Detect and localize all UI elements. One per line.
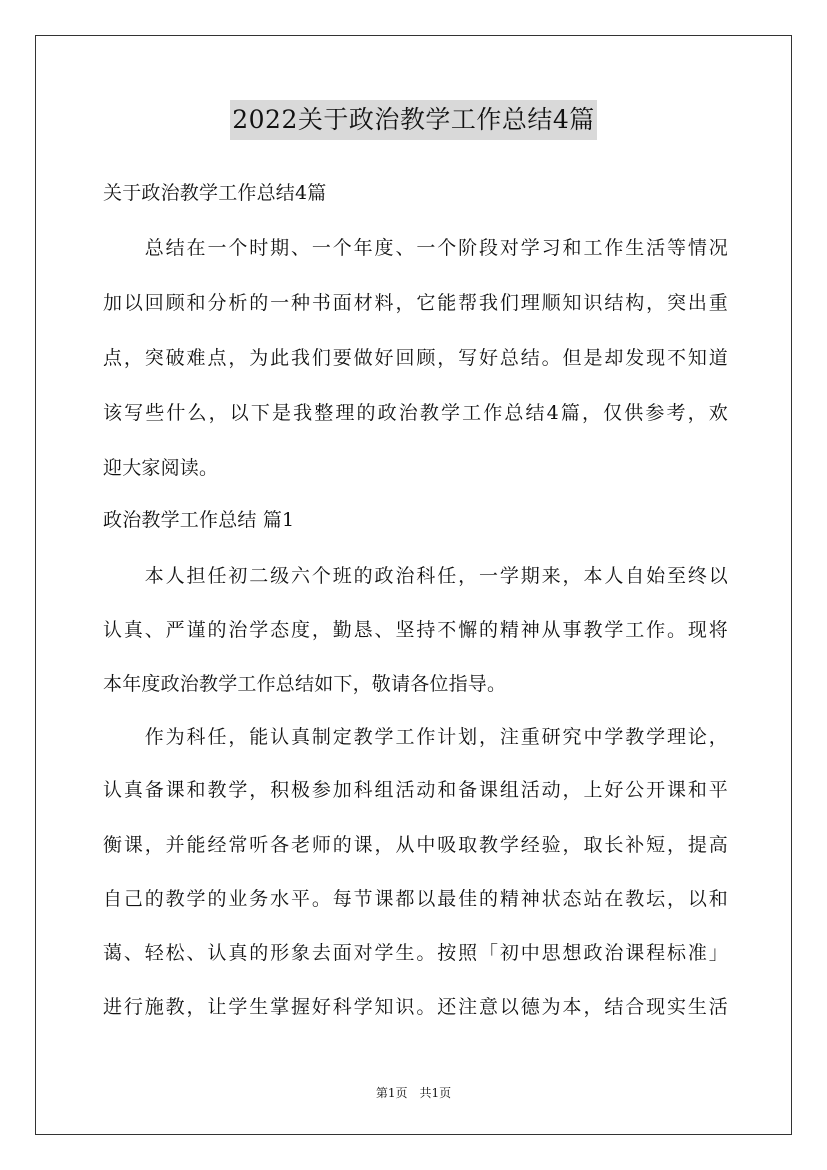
body-line: 认真、严谨的治学态度，勤恳、坚持不懈的精神从事教学工作。现将 (103, 619, 728, 641)
subtitle-line: 关于政治教学工作总结4篇 (103, 182, 327, 204)
body-line: 作为科任，能认真制定教学工作计划，注重研究中学教学理论， (103, 726, 728, 748)
body-line: 进行施教，让学生掌握好科学知识。还注意以德为本，结合现实生活 (103, 996, 728, 1018)
document-title: 2022关于政治教学工作总结4篇 (230, 100, 597, 140)
body-line: 本年度政治教学工作总结如下，敬请各位指导。 (103, 673, 507, 695)
body-line: 加以回顾和分析的一种书面材料，它能帮我们理顺知识结构，突出重 (103, 292, 728, 314)
body-line: 自己的教学的业务水平。每节课都以最佳的精神状态站在教坛，以和 (103, 888, 728, 910)
body-line: 总结在一个时期、一个年度、一个阶段对学习和工作生活等情况 (103, 237, 728, 259)
body-line: 认真备课和教学，积极参加科组活动和备课组活动，上好公开课和平 (103, 779, 728, 801)
body-line: 迎大家阅读。 (103, 457, 219, 479)
body-line: 衡课，并能经常听各老师的课，从中吸取教学经验，取长补短，提高 (103, 834, 728, 856)
title-container (0, 100, 827, 140)
body-line: 本人担任初二级六个班的政治科任，一学期来，本人自始至终以 (103, 565, 728, 587)
page-footer: 第1页 共1页 (375, 1086, 452, 1100)
body-line: 点，突破难点，为此我们要做好回顾，写好总结。但是却发现不知道 (103, 347, 728, 369)
section-heading: 政治教学工作总结 篇1 (103, 509, 295, 531)
body-line: 该写些什么，以下是我整理的政治教学工作总结4篇，仅供参考，欢 (103, 402, 728, 424)
body-line: 蔼、轻松、认真的形象去面对学生。按照「初中思想政治课程标准」 (103, 942, 728, 964)
